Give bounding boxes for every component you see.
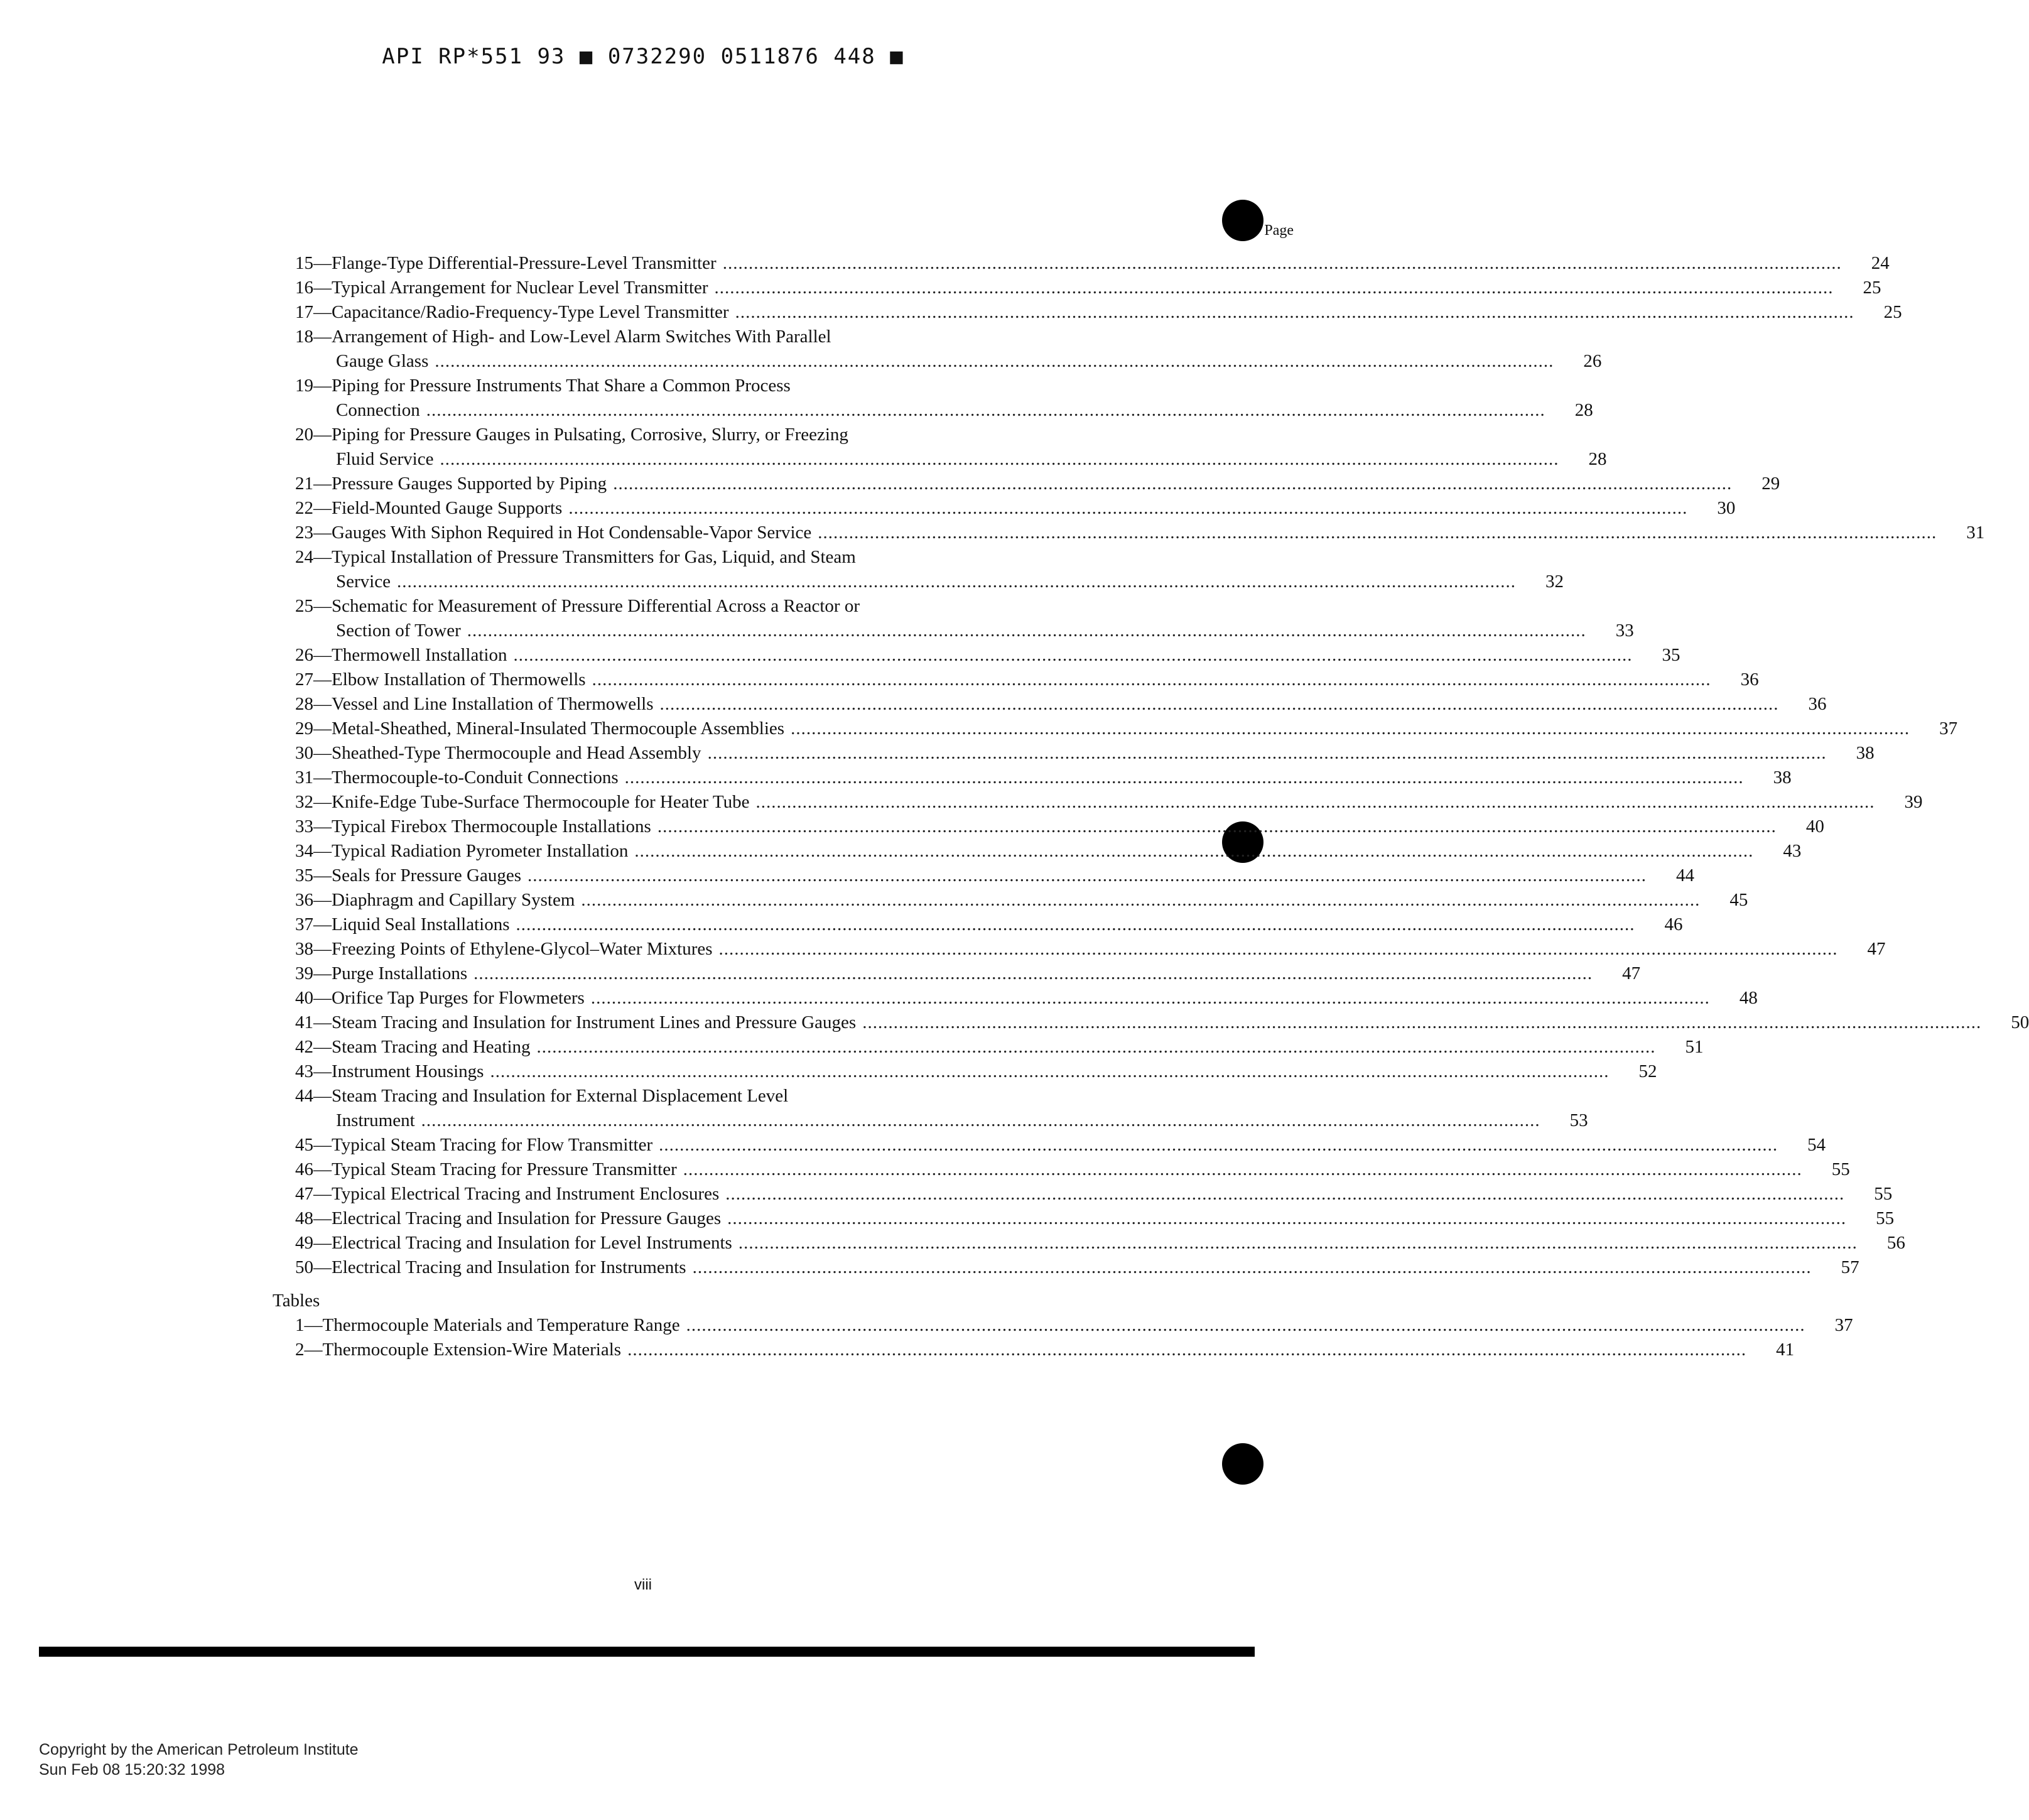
- dot-leader: [634, 839, 1753, 864]
- dot-leader: [739, 1231, 1858, 1255]
- toc-entry-title: 28—Vessel and Line Installation of Thermowells: [295, 694, 654, 714]
- toc-entry-page: 33: [1615, 620, 1634, 641]
- toc-entry: [295, 251, 1890, 276]
- toc-entry-page: 31: [1966, 523, 1985, 543]
- toc-entry-page: 55: [1831, 1159, 1850, 1179]
- toc-entry-page: 36: [1808, 694, 1827, 714]
- toc-entry: [295, 521, 1985, 545]
- toc-entry-page: 46: [1664, 914, 1683, 934]
- dot-leader: [659, 1133, 1778, 1157]
- dot-leader: [693, 1255, 1812, 1280]
- dot-leader: [715, 276, 1834, 300]
- toc-entry-page: 55: [1876, 1208, 1895, 1228]
- toc-entry-title: 29—Metal-Sheathed, Mineral-Insulated Thermocouple Assemblies: [295, 718, 785, 739]
- toc-entry-title: 49—Electrical Tracing and Insulation for Level Instruments: [295, 1233, 732, 1253]
- toc-entry: [295, 1313, 1853, 1338]
- toc-entry-page: 32: [1545, 571, 1564, 592]
- figures-list: [295, 251, 2029, 1280]
- toc-entry-page: 39: [1904, 792, 1923, 812]
- dot-leader: [591, 986, 1710, 1010]
- toc-entry-page: 50: [2011, 1012, 2029, 1032]
- toc-entry: [295, 374, 1593, 423]
- dot-leader: [397, 570, 1516, 594]
- dot-leader: [727, 1206, 1846, 1231]
- toc-entry-title: 39—Purge Installations: [295, 963, 468, 983]
- page-number: viii: [634, 1576, 652, 1593]
- dot-leader: [818, 521, 1937, 545]
- toc-entry: [295, 545, 1564, 594]
- dot-leader: [516, 913, 1635, 937]
- dot-leader: [708, 741, 1827, 766]
- toc-entry-page: 25: [1883, 302, 1902, 322]
- toc-entry-page: 37: [1834, 1315, 1853, 1335]
- toc-entry: [295, 1010, 2029, 1035]
- dot-leader: [467, 619, 1586, 643]
- toc-entry-page: 35: [1662, 645, 1680, 665]
- toc-entry: [295, 741, 1875, 766]
- toc-entry-title: 44—Steam Tracing and Insulation for External Displacement Level: [295, 1086, 789, 1106]
- dot-leader: [627, 1338, 1746, 1362]
- dot-leader: [613, 472, 1732, 496]
- toc-entry-page: 47: [1622, 963, 1641, 983]
- dot-leader: [473, 961, 1593, 986]
- toc-entry-title: 22—Field-Mounted Gauge Supports: [295, 498, 563, 518]
- toc-entry: [295, 300, 1902, 325]
- toc-entry-page: 28: [1588, 449, 1607, 469]
- toc-entry: [295, 815, 1824, 839]
- toc-entry: [295, 1182, 1893, 1206]
- toc-entry-page: 45: [1729, 890, 1748, 910]
- toc-entry-page: 26: [1583, 351, 1602, 371]
- toc-entry-page: 53: [1569, 1110, 1588, 1130]
- toc-entry-title: 30—Sheathed-Type Thermocouple and Head Assembly: [295, 743, 701, 763]
- toc-entry-page: 29: [1761, 474, 1780, 494]
- toc-entry-title: 16—Typical Arrangement for Nuclear Level Transmitter: [295, 278, 708, 298]
- toc-entry-title: 2—Thermocouple Extension-Wire Materials: [295, 1340, 622, 1360]
- toc-entry: [295, 1133, 1826, 1157]
- dot-leader: [756, 790, 1875, 815]
- toc-entry-title-continued: Section of Tower: [336, 620, 461, 641]
- toc-entry-title: 45—Typical Steam Tracing for Flow Transmitter: [295, 1135, 653, 1155]
- copyright-notice: [39, 1740, 359, 1780]
- toc-entry: [295, 864, 1695, 888]
- page-column-heading: Page: [1264, 222, 1294, 239]
- toc-entry-title: 43—Instrument Housings: [295, 1061, 484, 1081]
- toc-entry-title: 32—Knife-Edge Tube-Surface Thermocouple for Heater Tube: [295, 792, 750, 812]
- toc-entry-title: 37—Liquid Seal Installations: [295, 914, 510, 934]
- toc-entry: [295, 643, 1680, 668]
- toc-entry-page: 38: [1773, 767, 1792, 788]
- dot-leader: [426, 398, 1545, 423]
- toc-entry: [295, 790, 1923, 815]
- dot-leader: [625, 766, 1744, 790]
- toc-entry: [295, 276, 1881, 300]
- toc-entry-page: 28: [1574, 400, 1593, 420]
- dot-leader: [440, 447, 1559, 472]
- toc-entry: [295, 423, 1607, 472]
- toc-entry-page: 48: [1739, 988, 1758, 1008]
- dot-leader: [725, 1182, 1844, 1206]
- toc-entry-title: 47—Typical Electrical Tracing and Instrument Enclosures: [295, 1184, 720, 1204]
- dot-leader: [435, 349, 1554, 374]
- dot-leader: [537, 1035, 1656, 1059]
- dot-leader: [686, 1313, 1805, 1338]
- toc-entry-page: 36: [1740, 669, 1759, 690]
- toc-entry-page: 38: [1856, 743, 1875, 763]
- dot-leader: [659, 692, 1778, 717]
- toc-entry: [295, 594, 1634, 643]
- dot-leader: [735, 300, 1854, 325]
- toc-entry-title-continued: Service: [336, 571, 391, 592]
- toc-entry-title: 24—Typical Installation of Pressure Transmitters for Gas, Liquid, and Steam: [295, 547, 856, 567]
- toc-entry: [295, 668, 1759, 692]
- toc-entry-title: 33—Typical Firebox Thermocouple Installations: [295, 816, 651, 837]
- toc-entry-title-continued: Fluid Service: [336, 449, 434, 469]
- toc-entry-page: 41: [1776, 1340, 1795, 1360]
- toc-entry: [295, 986, 1758, 1010]
- dot-leader: [592, 668, 1711, 692]
- dot-leader: [568, 496, 1687, 521]
- toc-entry-title: 18—Arrangement of High- and Low-Level Alarm Switches With Parallel: [295, 327, 831, 347]
- toc-entry-page: 40: [1805, 816, 1824, 837]
- toc-entry: [295, 1255, 1859, 1280]
- dot-leader: [528, 864, 1647, 888]
- dot-leader: [490, 1059, 1609, 1084]
- toc-entry-title: 50—Electrical Tracing and Insulation for Instruments: [295, 1257, 686, 1277]
- toc-entry: [295, 717, 1958, 741]
- toc-entry: [295, 1157, 1850, 1182]
- toc-entry: [295, 1338, 1795, 1362]
- toc-entry-title: 48—Electrical Tracing and Insulation for Pressure Gauges: [295, 1208, 722, 1228]
- toc-entry-title: 38—Freezing Points of Ethylene-Glycol–Water Mixtures: [295, 939, 713, 959]
- copyright-line: Copyright by the American Petroleum Institute: [39, 1741, 359, 1758]
- toc-entry-page: 51: [1685, 1037, 1704, 1057]
- toc-entry: [295, 1084, 1588, 1133]
- punch-hole-bottom: [1222, 1443, 1263, 1485]
- toc-entry-title: 1—Thermocouple Materials and Temperature Range: [295, 1315, 680, 1335]
- bottom-rule: [39, 1647, 1255, 1657]
- toc-entry-title: 23—Gauges With Siphon Required in Hot Condensable-Vapor Service: [295, 523, 812, 543]
- toc-entry-title: 20—Piping for Pressure Gauges in Pulsating, Corrosive, Slurry, or Freezing: [295, 425, 848, 445]
- toc-entry-title: 40—Orifice Tap Purges for Flowmeters: [295, 988, 585, 1008]
- toc-entry-title: 26—Thermowell Installation: [295, 645, 507, 665]
- toc-entry-title: 21—Pressure Gauges Supported by Piping: [295, 474, 607, 494]
- dot-leader: [791, 717, 1910, 741]
- toc-entry-page: 30: [1717, 498, 1736, 518]
- toc-entry-title-continued: Gauge Glass: [336, 351, 429, 371]
- table-of-contents: [273, 219, 2029, 1362]
- toc-entry: [295, 961, 1641, 986]
- toc-entry-title-continued: Connection: [336, 400, 420, 420]
- toc-entry-page: 57: [1841, 1257, 1859, 1277]
- tables-list: [295, 1313, 1853, 1362]
- toc-entry-title: 19—Piping for Pressure Instruments That Share a Common Process: [295, 376, 791, 396]
- toc-entry-title: 15—Flange-Type Differential-Pressure-Level Transmitter: [295, 253, 717, 273]
- toc-entry: [295, 692, 1827, 717]
- toc-entry: [295, 325, 1602, 374]
- toc-entry-page: 24: [1871, 253, 1890, 273]
- toc-entry-title: 46—Typical Steam Tracing for Pressure Transmitter: [295, 1159, 677, 1179]
- toc-entry-title: 31—Thermocouple-to-Conduit Connections: [295, 767, 619, 788]
- toc-entry: [295, 766, 1792, 790]
- toc-entry: [295, 839, 1802, 864]
- toc-entry: [295, 1035, 1704, 1059]
- tables-heading: Tables: [273, 1291, 320, 1311]
- toc-entry: [295, 472, 1780, 496]
- toc-entry-page: 43: [1783, 841, 1802, 861]
- toc-entry: [295, 1206, 1895, 1231]
- toc-entry: [295, 888, 1748, 913]
- toc-entry: [295, 496, 1736, 521]
- toc-entry-page: 54: [1807, 1135, 1826, 1155]
- dot-leader: [513, 643, 1632, 668]
- toc-entry-title: 41—Steam Tracing and Insulation for Instrument Lines and Pressure Gauges: [295, 1012, 857, 1032]
- toc-entry: [295, 913, 1683, 937]
- dot-leader: [719, 937, 1838, 961]
- toc-entry-title-continued: Instrument: [336, 1110, 415, 1130]
- toc-entry-page: 37: [1939, 718, 1958, 739]
- toc-entry-page: 56: [1886, 1233, 1905, 1253]
- toc-entry: [295, 937, 1886, 961]
- toc-entry-page: 25: [1863, 278, 1881, 298]
- dot-leader: [862, 1010, 1981, 1035]
- toc-entry: [295, 1231, 1905, 1255]
- dot-leader: [421, 1108, 1540, 1133]
- dot-leader: [581, 888, 1700, 913]
- dot-leader: [657, 815, 1777, 839]
- toc-entry-page: 55: [1874, 1184, 1893, 1204]
- toc-entry-title: 34—Typical Radiation Pyrometer Installation: [295, 841, 629, 861]
- toc-entry-title: 27—Elbow Installation of Thermowells: [295, 669, 586, 690]
- document-code-header: API RP*551 93 ■ 0732290 0511876 448 ■: [382, 44, 904, 69]
- timestamp-line: Sun Feb 08 15:20:32 1998: [39, 1761, 225, 1779]
- toc-entry-title: 35—Seals for Pressure Gauges: [295, 865, 522, 886]
- toc-entry-title: 36—Diaphragm and Capillary System: [295, 890, 575, 910]
- toc-entry-title: 42—Steam Tracing and Heating: [295, 1037, 531, 1057]
- toc-entry-page: 47: [1867, 939, 1886, 959]
- toc-entry-title: 17—Capacitance/Radio-Frequency-Type Level Transmitter: [295, 302, 729, 322]
- dot-leader: [723, 251, 1842, 276]
- toc-entry-page: 44: [1676, 865, 1695, 886]
- dot-leader: [683, 1157, 1802, 1182]
- toc-entry-title: 25—Schematic for Measurement of Pressure Differential Across a Reactor or: [295, 596, 860, 616]
- toc-entry: [295, 1059, 1657, 1084]
- toc-entry-page: 52: [1638, 1061, 1657, 1081]
